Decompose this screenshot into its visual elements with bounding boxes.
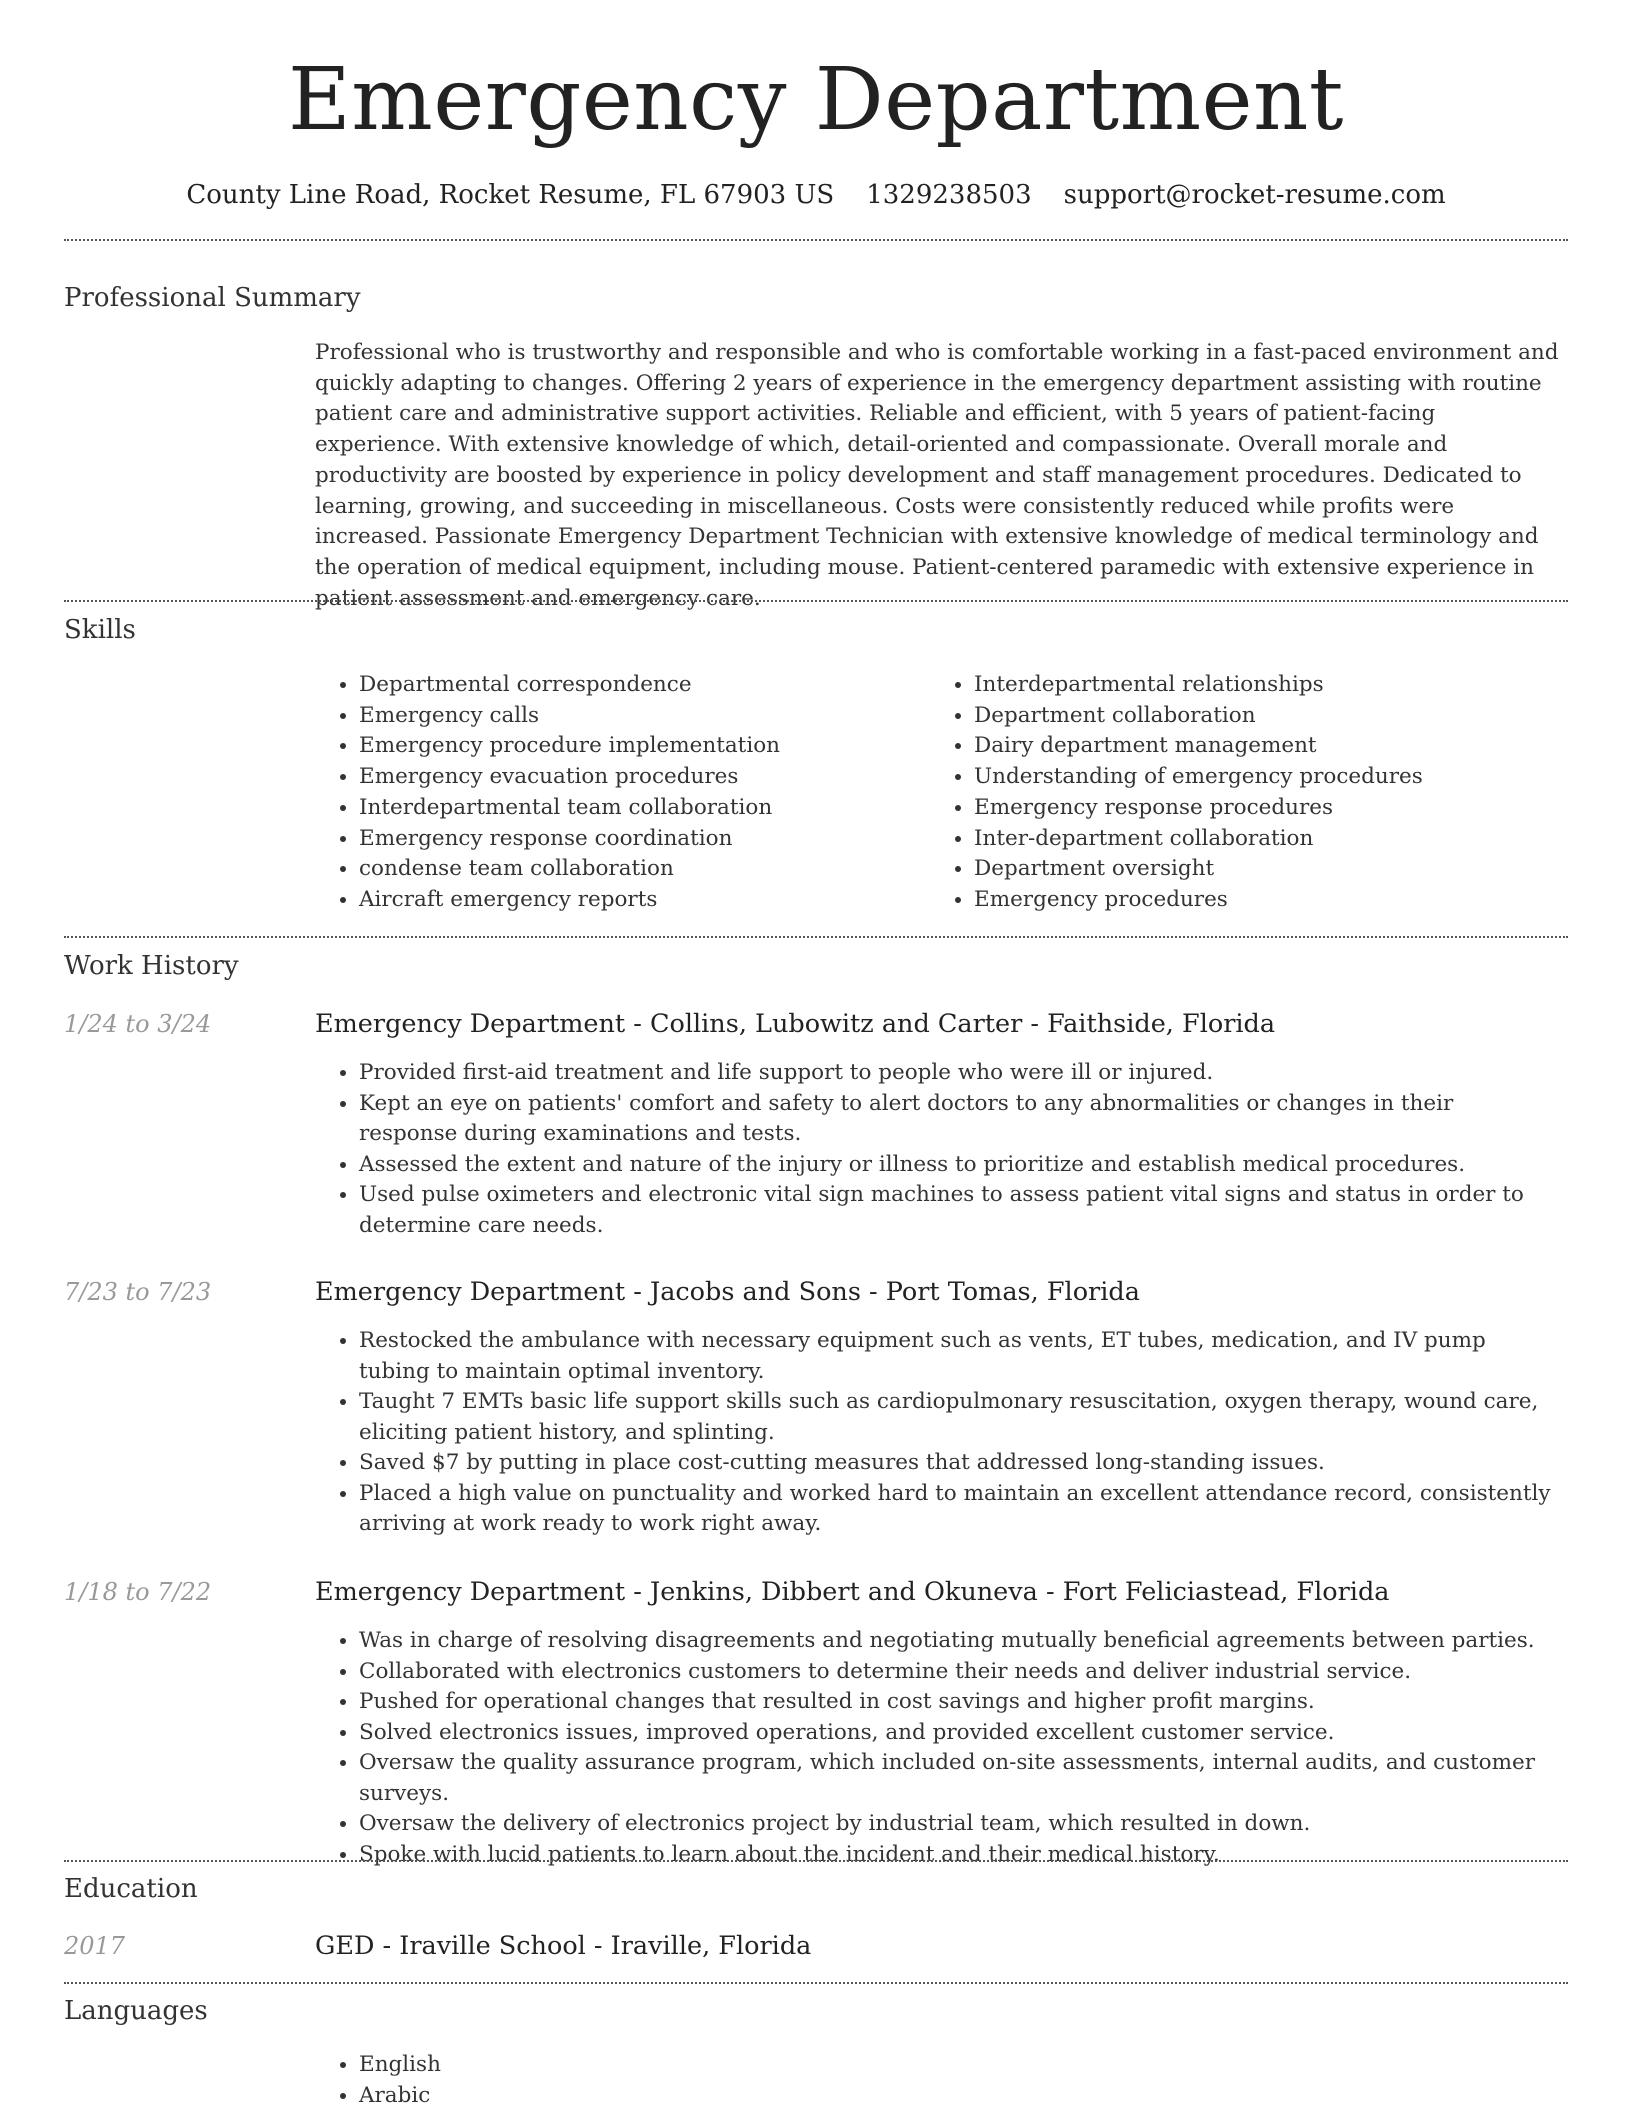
job-heading: Emergency Department - Jacobs and Sons - Port Tomas, Florida [315, 1277, 1140, 1307]
job-bullet: • Collaborated with electronics customers to determine their needs and deliver industrial service. [359, 1657, 1555, 1688]
contact-email: support@rocket-resume.com [1063, 180, 1446, 210]
education-heading: GED - Iraville School - Iraville, Florida [315, 1931, 812, 1961]
skills-grid [315, 670, 1568, 916]
section-divider [64, 1860, 1568, 1862]
job-dates: 1/18 to 7/22 [64, 1578, 212, 1606]
skills-section-title: Skills [64, 615, 136, 645]
job-bullet: • Spoke with lucid patients to learn about the incident and their medical history. [359, 1840, 1555, 1871]
skill-item: • Department collaboration [974, 701, 1545, 732]
education-year: 2017 [64, 1932, 126, 1960]
job-bullet: • Restocked the ambulance with necessary equipment such as vents, ET tubes, medication, and IV pump tubing to maintain optimal inventory. [359, 1326, 1555, 1387]
skill-item: • condense team collaboration [359, 854, 930, 885]
skill-item: • Understanding of emergency procedures [974, 762, 1545, 793]
job-bullets [315, 1058, 1555, 1241]
skill-item: • Emergency procedures [974, 885, 1545, 916]
language-item: • Arabic [359, 2081, 1555, 2112]
job-bullet: • Was in charge of resolving disagreements and negotiating mutually beneficial agreements between parties. [359, 1626, 1555, 1657]
contact-phone: 1329238503 [866, 180, 1032, 210]
job-heading: Emergency Department - Collins, Lubowitz and Carter - Faithside, Florida [315, 1009, 1276, 1039]
job-bullet: • Oversaw the quality assurance program, which included on-site assessments, internal audits, and customer surveys. [359, 1748, 1555, 1809]
job-bullet: • Kept an eye on patients' comfort and safety to alert doctors to any abnormalities or changes in their response during examinations and tests. [359, 1089, 1555, 1150]
section-divider [64, 239, 1568, 241]
job-bullets [315, 1626, 1555, 1870]
language-item: • English [359, 2050, 1555, 2081]
job-bullet: • Pushed for operational changes that resulted in cost savings and higher profit margins. [359, 1687, 1555, 1718]
job-bullets [315, 1326, 1555, 1540]
work-section-title: Work History [64, 951, 239, 981]
skill-item: • Emergency calls [359, 701, 930, 732]
skill-item: • Department oversight [974, 854, 1545, 885]
job-bullet: • Taught 7 EMTs basic life support skills such as cardiopulmonary resuscitation, oxygen therapy, wound care, eliciting patient history, and splinting. [359, 1387, 1555, 1448]
education-section-title: Education [64, 1874, 198, 1904]
languages-list [315, 2050, 1555, 2111]
skill-item: • Departmental correspondence [359, 670, 930, 701]
contact-line [0, 178, 1632, 212]
section-divider [64, 936, 1568, 938]
skill-item: • Emergency response procedures [974, 793, 1545, 824]
languages-section-title: Languages [64, 1996, 208, 2026]
job-dates: 1/24 to 3/24 [64, 1010, 212, 1038]
summary-text: Professional who is trustworthy and responsible and who is comfortable working in a fast-paced environment and quickly adapting to changes. Offering 2 years of experience in the emergency department assisting with routine patient care and administrative support activities. Reliable and efficient, with 5 years of patient-facing experience. With extensive knowledge of which, detail-oriented and compassionate. Overall morale and productivity are boosted by experience in policy development and staff management procedures. Dedicated to learning, growing, and succeeding in miscellaneous. Costs were consistently reduced while profits were increased. Passionate Emergency Department Technician with extensive knowledge of medical terminology and the operation of medical equipment, including mouse. Patient-centered paramedic with extensive experience in patient assessment and emergency care. [315, 340, 1559, 611]
contact-address: County Line Road, Rocket Resume, FL 67903 US [186, 180, 835, 210]
summary-content [315, 338, 1568, 614]
resume-header [0, 0, 1632, 212]
job-bullet: • Assessed the extent and nature of the injury or illness to prioritize and establish medical procedures. [359, 1150, 1555, 1181]
skill-item: • Interdepartmental team collaboration [359, 793, 930, 824]
skill-item: • Aircraft emergency reports [359, 885, 930, 916]
job-bullet: • Solved electronics issues, improved operations, and provided excellent customer service. [359, 1718, 1555, 1749]
job-bullet: • Provided first-aid treatment and life support to people who were ill or injured. [359, 1058, 1555, 1089]
skill-item: • Emergency response coordination [359, 824, 930, 855]
skills-column-right [930, 670, 1545, 916]
job-bullet: • Saved $7 by putting in place cost-cutting measures that addressed long-standing issues. [359, 1448, 1555, 1479]
skill-item: • Emergency evacuation procedures [359, 762, 930, 793]
skill-item: • Inter-department collaboration [974, 824, 1545, 855]
skill-item: • Emergency procedure implementation [359, 731, 930, 762]
summary-section-title: Professional Summary [64, 283, 361, 313]
skills-column-left [315, 670, 930, 916]
job-heading: Emergency Department - Jenkins, Dibbert and Okuneva - Fort Feliciastead, Florida [315, 1577, 1390, 1607]
candidate-name: Emergency Department [288, 50, 1344, 150]
section-divider [64, 1982, 1568, 1984]
skill-item: • Interdepartmental relationships [974, 670, 1545, 701]
skills-content [315, 670, 1568, 916]
job-bullet: • Placed a high value on punctuality and worked hard to maintain an excellent attendance record, consistently arriving at work ready to work right away. [359, 1479, 1555, 1540]
skill-item: • Dairy department management [974, 731, 1545, 762]
section-divider [64, 600, 1568, 602]
job-bullet: • Used pulse oximeters and electronic vital sign machines to assess patient vital signs and status in order to determine care needs. [359, 1180, 1555, 1241]
job-dates: 7/23 to 7/23 [64, 1278, 212, 1306]
job-bullet: • Oversaw the delivery of electronics project by industrial team, which resulted in down. [359, 1809, 1555, 1840]
